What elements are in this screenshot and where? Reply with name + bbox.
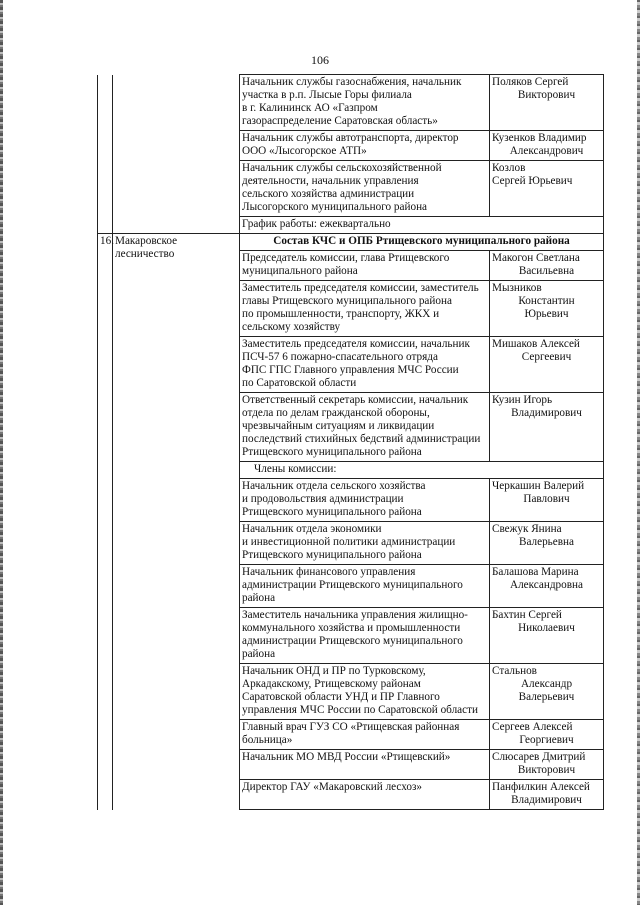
- text-line: по Саратовской области: [242, 377, 357, 389]
- text-line: Балашова Марина: [492, 566, 579, 578]
- text-line: ООО «Лысогорское АТП»: [242, 145, 367, 157]
- text-line: Валерьевна: [519, 536, 574, 548]
- section-place-cell: [113, 234, 240, 810]
- text-line: Директор ГАУ «Макаровский лесхоз»: [242, 781, 422, 793]
- table-body: [98, 75, 604, 810]
- table-row: [98, 75, 604, 131]
- text-line: Начальник отдела экономики: [242, 523, 382, 535]
- text-line: Ртищевского муниципального района: [242, 506, 422, 518]
- text-line: и продовольствия администрации: [242, 493, 404, 505]
- name-cell: [490, 161, 604, 217]
- text-line: ФПС ГПС Главного управления МЧС России: [242, 364, 459, 376]
- text-line: Александровна: [510, 579, 583, 591]
- text-line: Председатель комиссии, глава Ртищевского: [242, 252, 450, 264]
- name-cell: [490, 75, 604, 131]
- text-line: Начальник МО МВД России «Ртищевский»: [242, 751, 451, 763]
- text-line: деятельности, начальник управления: [242, 175, 419, 187]
- schedule-text: График работы: ежеквартально: [242, 218, 391, 230]
- text-line: Николаевич: [518, 622, 575, 634]
- position-cell: [240, 337, 490, 393]
- text-line: Владимирович: [511, 407, 582, 419]
- text-line: Макаровское: [115, 235, 178, 247]
- number-cell-empty: [98, 75, 113, 234]
- name-cell: [490, 281, 604, 337]
- text-line: Заместитель председателя комиссии, заместитель: [242, 282, 479, 294]
- text-line: Саратовской области УНД и ПР Главного: [242, 691, 440, 703]
- position-cell: [240, 780, 490, 810]
- text-line: ПСЧ-57 6 пожарно-спасательного отряда: [242, 351, 438, 363]
- text-line: Бахтин Сергей: [492, 609, 562, 621]
- name-cell: [490, 251, 604, 281]
- text-line: Сергеев Алексей: [492, 721, 573, 733]
- position-cell: [240, 131, 490, 161]
- text-line: по промышленности, транспорту, ЖКХ и: [242, 308, 440, 320]
- text-line: Стальнов: [492, 665, 537, 677]
- name-cell: [490, 131, 604, 161]
- text-line: чрезвычайным ситуациям и ликвидации: [242, 420, 435, 432]
- text-line: Свежук Янина: [492, 523, 562, 535]
- text-line: Начальник финансового управления: [242, 566, 416, 578]
- position-cell: [240, 565, 490, 608]
- text-line: Ртищевского муниципального района: [242, 446, 422, 458]
- scan-edge-left: [0, 0, 3, 905]
- text-line: Главный врач ГУЗ СО «Ртищевская районная: [242, 721, 460, 733]
- position-cell: [240, 75, 490, 131]
- text-line: Викторович: [517, 764, 576, 776]
- position-cell: [240, 281, 490, 337]
- text-line: больница»: [242, 734, 293, 746]
- text-line: лесничество: [115, 248, 175, 260]
- text-line: управления МЧС России по Саратовской области: [242, 704, 478, 716]
- position-cell: [240, 720, 490, 750]
- text-line: муниципального района: [242, 265, 358, 277]
- section-header-row: [98, 234, 604, 251]
- text-line: Начальник службы газоснабжения, начальник: [242, 76, 462, 88]
- text-line: Начальник ОНД и ПР по Турковскому,: [242, 665, 426, 677]
- text-line: Мишаков Алексей: [492, 338, 580, 350]
- name-cell: [490, 780, 604, 810]
- text-line: и инвестиционной политики администрации: [242, 536, 456, 548]
- position-cell: [240, 750, 490, 780]
- text-line: Заместитель начальника управления жилищно-: [242, 609, 468, 621]
- text-line: коммунального хозяйства и промышленности: [242, 622, 461, 634]
- text-line: администрации Ртищевского муниципального: [242, 635, 463, 647]
- position-cell: [240, 608, 490, 664]
- name-cell: [490, 522, 604, 565]
- text-line: Слюсарев Дмитрий: [492, 751, 586, 763]
- text-line: отдела по делам гражданской обороны,: [242, 407, 430, 419]
- text-line: Сергеевич: [521, 351, 572, 363]
- text-line: в г. Калининск АО «Газпром: [242, 102, 378, 114]
- text-line: Заместитель председателя комиссии, начальник: [242, 338, 470, 350]
- text-line: Мызников: [492, 282, 542, 294]
- section-number: 16.: [100, 235, 114, 247]
- text-line: Васильевна: [518, 265, 575, 277]
- position-cell: [240, 393, 490, 462]
- commission-table: [97, 74, 604, 810]
- position-cell: [240, 522, 490, 565]
- text-line: сельскому хозяйству: [242, 321, 341, 333]
- text-line: Начальник службы сельскохозяйственной: [242, 162, 442, 174]
- text-line: Александрович: [509, 145, 584, 157]
- text-line: Кузенков Владимир: [492, 132, 587, 144]
- name-cell: [490, 720, 604, 750]
- position-cell: [240, 251, 490, 281]
- section-header-cell: [240, 234, 604, 251]
- text-line: Ответственный секретарь комиссии, начальник: [242, 394, 469, 406]
- text-line: газораспределение Саратовская область»: [242, 115, 438, 127]
- text-line: Ртищевского муниципального района: [242, 549, 422, 561]
- text-line: Начальник службы автотранспорта, директор: [242, 132, 459, 144]
- text-line: Кузин Игорь: [492, 394, 553, 406]
- name-cell: [490, 565, 604, 608]
- text-line: Начальник отдела сельского хозяйства: [242, 480, 426, 492]
- text-line: Козлов: [492, 162, 526, 174]
- position-cell: [240, 664, 490, 720]
- name-cell: [490, 337, 604, 393]
- name-cell: [490, 479, 604, 522]
- page-number: 106: [311, 53, 329, 67]
- name-cell: [490, 393, 604, 462]
- text-line: Валерьевич: [518, 691, 575, 703]
- text-line: участка в р.п. Лысые Горы филиала: [242, 89, 412, 101]
- text-line: района: [242, 648, 276, 660]
- members-label: Члены комиссии:: [240, 462, 604, 479]
- text-line: Георгиевич: [519, 734, 574, 746]
- name-cell: [490, 608, 604, 664]
- text-line: последствий стихийных бедствий администрации: [242, 433, 481, 445]
- text-line: Поляков Сергей: [492, 76, 569, 88]
- place-cell-empty: [113, 75, 240, 234]
- text-line: Макогон Светлана: [492, 252, 580, 264]
- text-line: Павлович: [523, 493, 570, 505]
- text-line: сельского хозяйства администрации: [242, 188, 415, 200]
- position-cell: [240, 479, 490, 522]
- text-line: главы Ртищевского муниципального района: [242, 295, 452, 307]
- text-line: Викторович: [517, 89, 576, 101]
- text-line: района: [242, 592, 276, 604]
- text-line: Панфилкин Алексей: [492, 781, 590, 793]
- schedule-cell: [240, 217, 604, 234]
- text-line: Лысогорского муниципального района: [242, 201, 428, 213]
- text-line: Владимирович: [511, 794, 582, 806]
- text-line: администрации Ртищевского муниципального: [242, 579, 463, 591]
- name-cell: [490, 750, 604, 780]
- section-header: Состав КЧС и ОПБ Ртищевского муниципального района: [273, 235, 570, 247]
- text-line: Константин: [518, 295, 575, 307]
- text-line: Юрьевич: [524, 308, 569, 320]
- text-line: Аркадакскому, Ртищевскому районам: [242, 678, 421, 690]
- text-line: Сергей Юрьевич: [492, 175, 573, 187]
- text-line: Александр: [520, 678, 573, 690]
- section-number-cell: [98, 234, 113, 810]
- text-line: Черкашин Валерий: [492, 480, 585, 492]
- position-cell: [240, 161, 490, 217]
- name-cell: [490, 664, 604, 720]
